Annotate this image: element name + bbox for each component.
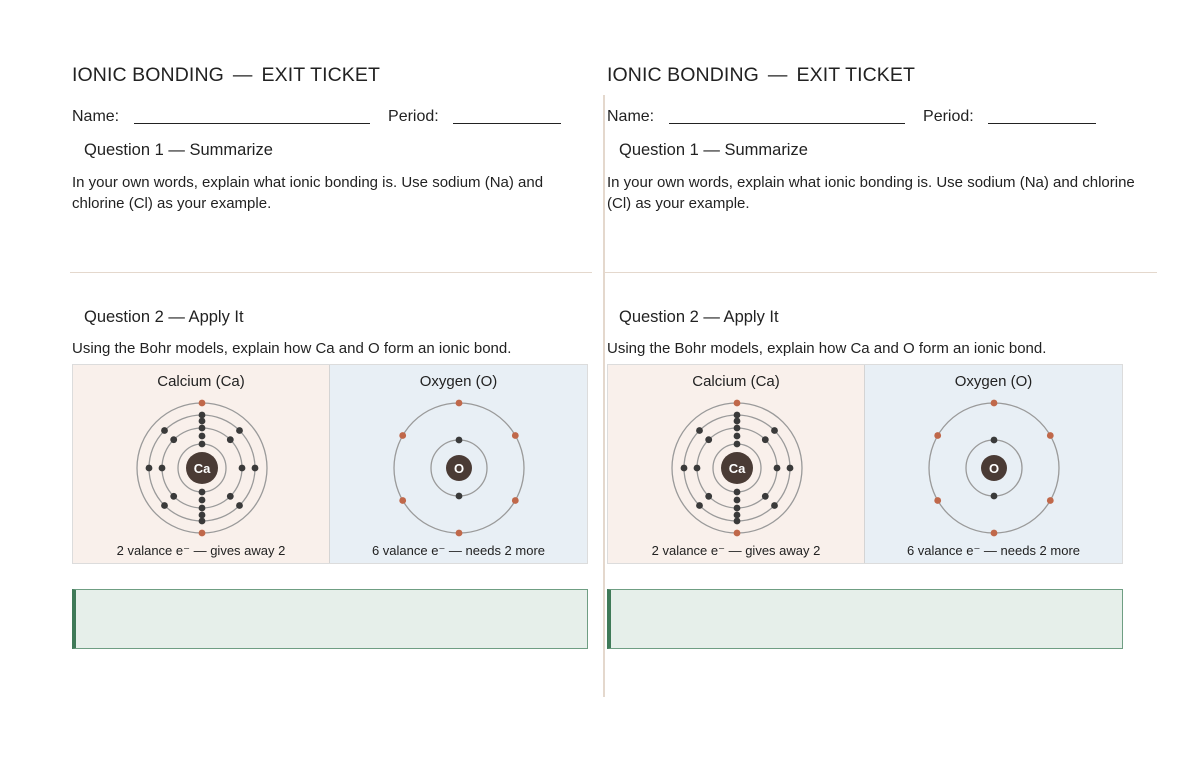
oxygen-caption: 6 valance e⁻ — needs 2 more: [371, 543, 546, 558]
electron: [161, 502, 168, 509]
electron: [705, 493, 712, 500]
oxygen-symbol: O: [453, 461, 465, 476]
exit-ticket-right: [605, 0, 1141, 775]
electron: [227, 436, 234, 443]
oxygen-bohr-model: [865, 365, 1122, 563]
calcium-caption: 2 valance e⁻ — gives away 2: [651, 543, 821, 558]
answer-box[interactable]: [607, 589, 1123, 649]
question-1-heading: Question 1 — Summarize: [619, 141, 808, 159]
valence-electron: [199, 400, 206, 407]
calcium-caption: 2 valance e⁻ — gives away 2: [116, 543, 286, 558]
electron: [199, 505, 206, 512]
valence-electron: [456, 530, 463, 537]
electron: [199, 425, 206, 432]
question-1-prompt: In your own words, explain what ionic bonding is. Use sodium (Na) and chlorine (Cl) as your example.: [607, 174, 1135, 212]
calcium-symbol: Ca: [193, 461, 211, 476]
electron: [456, 493, 463, 500]
electron: [694, 465, 701, 472]
oxygen-symbol: O: [988, 461, 1000, 476]
question-2-prompt: Using the Bohr models, explain how Ca and O form an ionic bond.: [72, 340, 512, 357]
name-label: Name:: [72, 108, 120, 125]
valence-electron: [399, 432, 406, 439]
electron: [774, 465, 781, 472]
calcium-bohr-model: [73, 365, 330, 563]
calcium-title: Calcium (Ca): [157, 373, 245, 390]
section-divider: [70, 272, 592, 273]
name-period-row: [607, 108, 1096, 126]
valence-electron: [199, 530, 206, 537]
electron: [199, 441, 206, 448]
ticket-title: IONIC BONDING — EXIT TICKET: [607, 64, 916, 86]
electron: [236, 502, 243, 509]
electron: [734, 497, 741, 504]
oxygen-caption: 6 valance e⁻ — needs 2 more: [906, 543, 1081, 558]
question-2-prompt: Using the Bohr models, explain how Ca and O form an ionic bond.: [607, 340, 1047, 357]
electron: [199, 418, 206, 425]
name-field[interactable]: [669, 123, 905, 124]
name-field[interactable]: [134, 123, 370, 124]
electron: [734, 518, 741, 525]
valence-electron: [399, 497, 406, 504]
electron: [991, 437, 998, 444]
oxygen-title: Oxygen (O): [419, 373, 498, 390]
electron: [734, 412, 741, 419]
exit-ticket-left: [70, 0, 606, 775]
valence-electron: [934, 497, 941, 504]
electron: [199, 412, 206, 419]
oxygen-bohr-model: [330, 365, 587, 563]
valence-electron: [456, 400, 463, 407]
electron: [734, 418, 741, 425]
electron: [681, 465, 688, 472]
electron: [771, 427, 778, 434]
electron: [734, 425, 741, 432]
oxygen-diagram: [865, 385, 1122, 545]
electron: [456, 437, 463, 444]
electron: [252, 465, 259, 472]
electron: [696, 502, 703, 509]
period-label: Period:: [923, 108, 974, 125]
question-1-heading: Question 1 — Summarize: [84, 141, 273, 159]
electron: [199, 433, 206, 440]
period-field[interactable]: [453, 123, 561, 124]
electron: [734, 441, 741, 448]
calcium-symbol: Ca: [728, 461, 746, 476]
valence-electron: [934, 432, 941, 439]
electron: [159, 465, 166, 472]
valence-electron: [1047, 432, 1054, 439]
valence-electron: [512, 497, 519, 504]
calcium-diagram: [608, 385, 864, 545]
oxygen-diagram: [330, 385, 587, 545]
answer-box[interactable]: [72, 589, 588, 649]
period-field[interactable]: [988, 123, 1096, 124]
electron: [771, 502, 778, 509]
electron: [696, 427, 703, 434]
calcium-bohr-model: [608, 365, 865, 563]
electron: [199, 497, 206, 504]
electron: [199, 489, 206, 496]
valence-electron: [512, 432, 519, 439]
valence-electron: [991, 400, 998, 407]
electron: [170, 493, 177, 500]
name-label: Name:: [607, 108, 655, 125]
electron: [762, 493, 769, 500]
electron: [734, 433, 741, 440]
electron: [787, 465, 794, 472]
electron: [227, 493, 234, 500]
electron: [239, 465, 246, 472]
electron: [161, 427, 168, 434]
calcium-title: Calcium (Ca): [692, 373, 780, 390]
oxygen-title: Oxygen (O): [954, 373, 1033, 390]
electron: [199, 518, 206, 525]
electron: [991, 493, 998, 500]
electron: [705, 436, 712, 443]
valence-electron: [734, 530, 741, 537]
valence-electron: [734, 400, 741, 407]
period-label: Period:: [388, 108, 439, 125]
calcium-diagram: [73, 385, 329, 545]
electron: [236, 427, 243, 434]
electron: [734, 489, 741, 496]
question-2-heading: Question 2 — Apply It: [84, 308, 244, 326]
electron: [170, 436, 177, 443]
bohr-models-panel: [72, 364, 588, 564]
ticket-title: IONIC BONDING — EXIT TICKET: [72, 64, 381, 86]
electron: [199, 512, 206, 519]
question-1-prompt: In your own words, explain what ionic bonding is. Use sodium (Na) and chlorine (Cl) as your example.: [72, 174, 544, 212]
valence-electron: [991, 530, 998, 537]
bohr-models-panel: [607, 364, 1123, 564]
electron: [146, 465, 153, 472]
valence-electron: [1047, 497, 1054, 504]
electron: [734, 512, 741, 519]
electron: [734, 505, 741, 512]
question-2-heading: Question 2 — Apply It: [619, 308, 779, 326]
name-period-row: [72, 108, 561, 126]
section-divider: [605, 272, 1157, 273]
electron: [762, 436, 769, 443]
